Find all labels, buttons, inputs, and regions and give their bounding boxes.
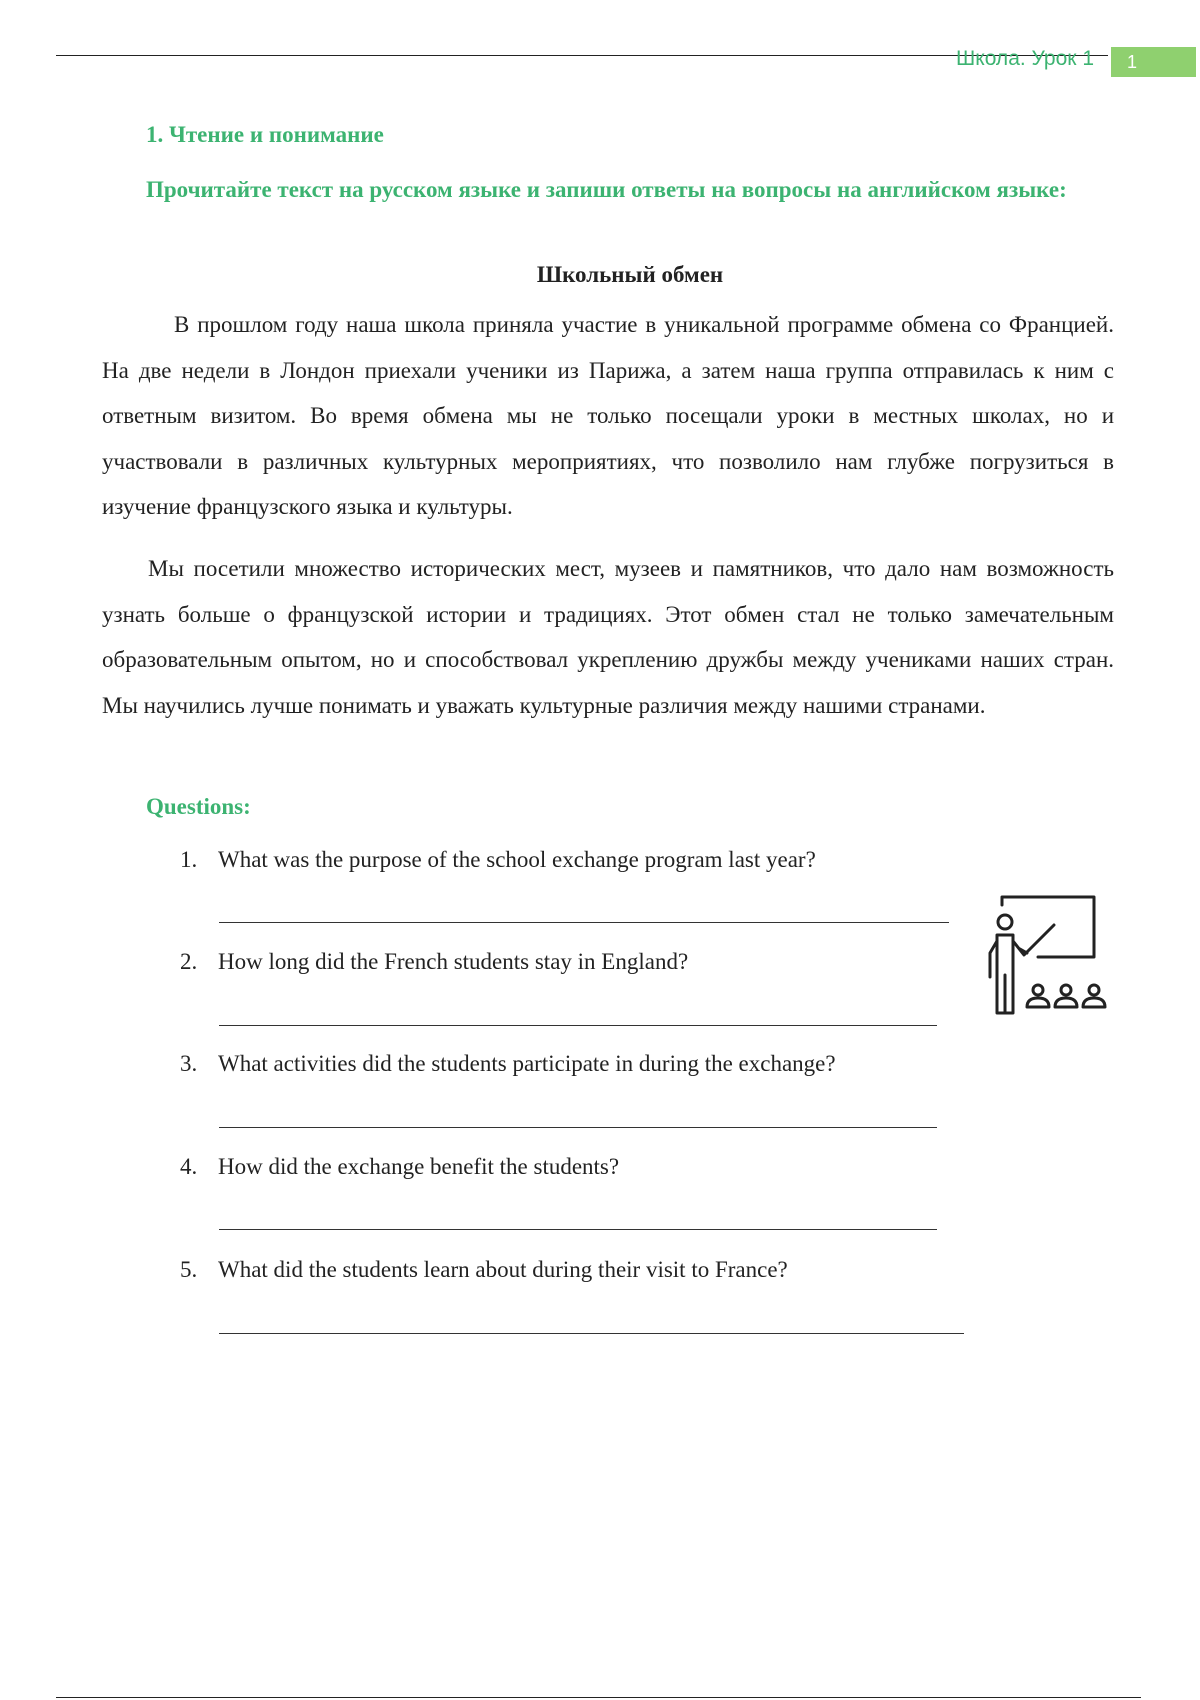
footer-rule [56, 1697, 1141, 1698]
answer-line[interactable] [219, 1229, 937, 1230]
instruction-text: Прочитайте текст на русском языке и запиши ответы на вопросы на английском языке: [146, 177, 1067, 202]
question-number: 3. [180, 1051, 198, 1076]
header-rule [56, 55, 1108, 56]
question-item [180, 1154, 619, 1180]
answer-line[interactable] [219, 1333, 964, 1334]
question-text: What did the students learn about during their visit to France? [218, 1257, 788, 1282]
question-text: How long did the French students stay in England? [218, 949, 689, 974]
question-number: 5. [180, 1257, 198, 1282]
answer-line[interactable] [219, 922, 949, 923]
reading-text-title: Школьный обмен [536, 262, 724, 287]
question-number: 1. [180, 847, 198, 872]
question-text: What was the purpose of the school exchange program last year? [218, 847, 816, 872]
page-number-badge: 1 [1111, 47, 1196, 77]
reading-paragraph-2: Мы посетили множество исторических мест, музеев и памятников, что дало нам возможность узнать больше о французской истории и традициях. Этот обмен стал не только замечательным образовательным опытом, но и способствовал укреплению дружбы между учениками наших стран. Мы научились лучше понимать и уважать культурные различия между нашими странами. [102, 556, 1114, 718]
section-heading: 1. Чтение и понимание [146, 122, 384, 147]
question-text: How did the exchange benefit the students? [218, 1154, 620, 1179]
answer-line[interactable] [219, 1025, 937, 1026]
teacher-classroom-icon [980, 895, 1115, 1020]
question-item [180, 847, 816, 873]
question-text: What activities did the students participate in during the exchange? [218, 1051, 836, 1076]
question-item [180, 949, 688, 975]
question-item [180, 1257, 788, 1283]
question-number: 2. [180, 949, 198, 974]
questions-heading: Questions: [146, 794, 251, 819]
question-item [180, 1051, 836, 1077]
question-number: 4. [180, 1154, 198, 1179]
answer-line[interactable] [219, 1127, 937, 1128]
header-title: Школа. Урок 1 [956, 47, 1094, 70]
reading-paragraph-1: В прошлом году наша школа приняла участие в уникальной программе обмена со Францией. На две недели в Лондон приехали ученики из Парижа, а затем наша группа отправилась к ним с ответным визитом. Во время обмена мы не только посещали уроки в местных школах, но и участвовали в различных культурных мероприятиях, что позволило нам глубже погрузиться в изучение французского языка и культуры. [102, 312, 1114, 519]
